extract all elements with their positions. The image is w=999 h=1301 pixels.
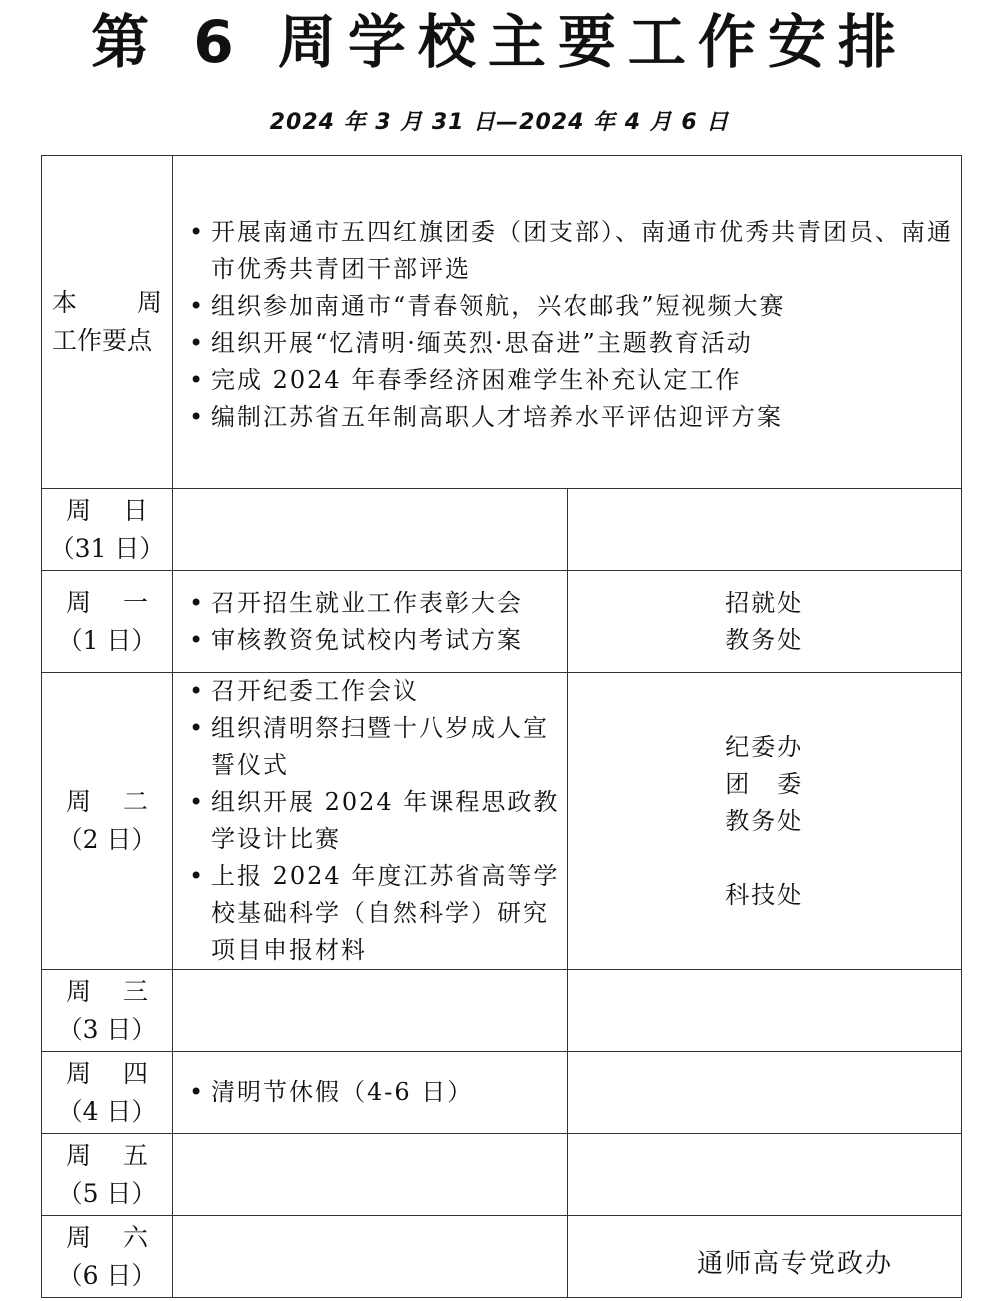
day-week: 周 [66,587,92,617]
key-points-label-a: 本 [52,288,78,317]
day-dept-cell [567,489,962,571]
key-points-label-cell [42,156,173,489]
day-name: 二 [122,787,148,816]
day-cell [42,673,173,970]
table-row [42,571,962,673]
office-signature: 通师高专党政办 [697,1249,894,1279]
day-name: 五 [122,1140,148,1170]
schedule-table [41,155,962,1298]
list-item: • 组织参加南通市“青春领航，兴农邮我”短视频大赛 [189,288,961,325]
list-item: • 审核教资免试校内考试方案 [189,622,567,659]
day-items-cell [173,1216,568,1298]
day-cell [42,970,173,1052]
dept-label: 纪委办 [725,732,804,761]
day-cell [42,1216,173,1298]
day-date: （6 日） [57,1260,157,1290]
day-date: （4 日） [57,1096,157,1126]
day-date: （3 日） [57,1014,157,1044]
day-cell [42,1052,173,1134]
day-cell [42,1134,173,1216]
day-name: 一 [122,587,148,617]
table-row [42,673,962,970]
day-week: 周 [66,787,92,816]
day-dept-cell [567,571,962,673]
table-row [42,489,962,571]
dept-label: 科技处 [725,880,804,909]
key-points-list [173,214,961,436]
dept-label: 教务处 [725,625,804,654]
list-item: • 完成 2024 年春季经济困难学生补充认定工作 [189,362,961,399]
day-week: 周 [66,495,92,525]
day-week: 周 [66,1140,92,1170]
day-items-cell [173,1052,568,1134]
day-cell [42,489,173,571]
day-items-cell [173,489,568,571]
date-range: 2024 年 3 月 31 日—2024 年 4 月 6 日 [269,110,730,135]
dept-label: 招就处 [725,588,804,617]
day-items-cell [173,1134,568,1216]
table-row [42,1134,962,1216]
day-week: 周 [66,1222,92,1252]
dept-label: 团 委 [725,769,804,798]
day-name: 四 [122,1058,148,1088]
day-items-cell [173,673,568,970]
day-items-cell [173,970,568,1052]
dept-label: 教务处 [725,806,804,835]
day-cell [42,571,173,673]
list-item: • 组织清明祭扫暨十八岁成人宣誓仪式 [189,710,561,784]
list-item: • 开展南通市五四红旗团委（团支部）、南通市优秀共青团员、南通市优秀共青团干部评选 [189,214,961,288]
day-dept-cell [567,1134,962,1216]
list-item: • 编制江苏省五年制高职人才培养水平评估迎评方案 [189,399,961,436]
day-name: 六 [122,1222,148,1252]
page-title: 第 6 周学校主要工作安排 [91,8,908,76]
key-points-label-line2: 工作要点 [52,326,153,355]
day-date: （31 日） [49,533,165,563]
key-points-row [42,156,962,489]
day-items-cell [173,571,568,673]
list-item: • 召开纪委工作会议 [189,673,561,710]
list-item: • 组织开展 2024 年课程思政教学设计比赛 [189,784,561,858]
day-date: （5 日） [57,1178,157,1208]
list-item: • 召开招生就业工作表彰大会 [189,585,567,622]
key-points-label-b: 周 [136,288,162,317]
key-points-content [173,156,962,489]
list-item: • 组织开展“忆清明·缅英烈·思奋进”主题教育活动 [189,325,961,362]
table-row [42,970,962,1052]
day-dept-cell [567,673,962,970]
day-week: 周 [66,1058,92,1088]
day-date: （2 日） [57,825,157,854]
table-row [42,1052,962,1134]
day-dept-cell [567,970,962,1052]
day-dept-cell [567,1052,962,1134]
day-date: （1 日） [57,625,157,655]
list-item: • 清明节休假（4-6 日） [189,1074,567,1111]
dept-label [568,840,962,877]
day-name: 日 [122,495,148,525]
day-name: 三 [122,976,148,1006]
list-item: • 上报 2024 年度江苏省高等学校基础科学（自然科学）研究项目申报材料 [189,858,561,969]
day-week: 周 [66,976,92,1006]
